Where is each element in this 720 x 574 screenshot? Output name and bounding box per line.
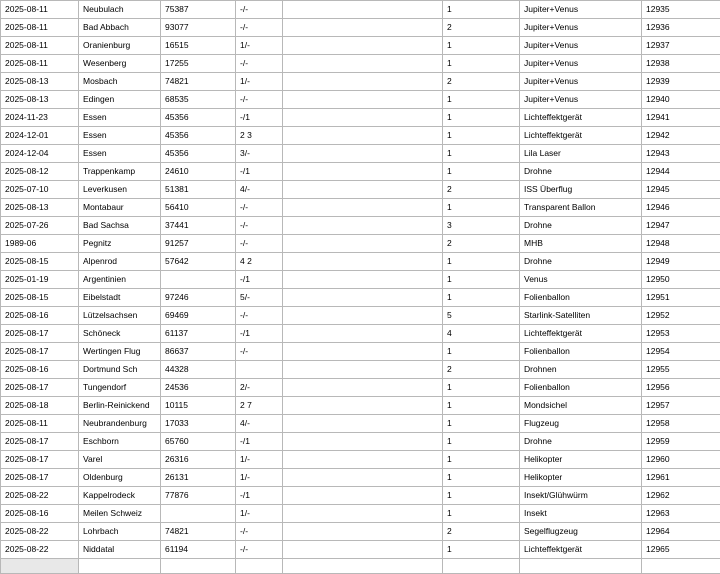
cell-number	[161, 559, 236, 574]
cell-code: 1/-	[236, 451, 283, 469]
cell-place: Lützelsachsen	[79, 307, 161, 325]
cell-object	[520, 559, 642, 574]
table-row[interactable]	[1, 217, 720, 235]
cell-number	[161, 505, 236, 523]
table-body	[1, 1, 720, 574]
cell-place: Wesenberg	[79, 55, 161, 73]
cell-code: 4 2	[236, 253, 283, 271]
cell-place: Meilen Schweiz	[79, 505, 161, 523]
cell-place: Tungendorf	[79, 379, 161, 397]
table-row[interactable]	[1, 307, 720, 325]
cell-date: 2025-08-17	[1, 343, 79, 361]
cell-id: 12941	[642, 109, 720, 127]
cell-id: 12954	[642, 343, 720, 361]
cell-object: Starlink-Satelliten	[520, 307, 642, 325]
cell-code: -/1	[236, 325, 283, 343]
cell-spacer	[283, 109, 443, 127]
cell-object: Jupiter+Venus	[520, 19, 642, 37]
cell-count: 1	[443, 253, 520, 271]
cell-place: Mosbach	[79, 73, 161, 91]
cell-spacer	[283, 541, 443, 559]
cell-spacer	[283, 289, 443, 307]
cell-number: 86637	[161, 343, 236, 361]
cell-date: 2025-08-11	[1, 37, 79, 55]
cell-date: 2025-08-22	[1, 487, 79, 505]
cell-number	[161, 271, 236, 289]
cell-spacer	[283, 505, 443, 523]
cell-place: Niddatal	[79, 541, 161, 559]
table-row[interactable]	[1, 343, 720, 361]
cell-spacer	[283, 181, 443, 199]
cell-object: Jupiter+Venus	[520, 73, 642, 91]
table-row[interactable]	[1, 469, 720, 487]
cell-count: 1	[443, 199, 520, 217]
cell-id: 12951	[642, 289, 720, 307]
cell-place: Lohrbach	[79, 523, 161, 541]
cell-spacer	[283, 343, 443, 361]
cell-spacer	[283, 55, 443, 73]
cell-code: 4/-	[236, 415, 283, 433]
cell-number: 24536	[161, 379, 236, 397]
cell-code: -/-	[236, 307, 283, 325]
cell-count: 1	[443, 1, 520, 19]
cell-count: 5	[443, 307, 520, 325]
cell-spacer	[283, 433, 443, 451]
cell-spacer	[283, 217, 443, 235]
cell-date: 2025-08-18	[1, 397, 79, 415]
cell-number: 45356	[161, 109, 236, 127]
cell-spacer	[283, 379, 443, 397]
cell-id: 12947	[642, 217, 720, 235]
cell-object: Flugzeug	[520, 415, 642, 433]
cell-number: 17033	[161, 415, 236, 433]
cell-date: 2025-08-13	[1, 91, 79, 109]
cell-spacer	[283, 487, 443, 505]
cell-place: Essen	[79, 109, 161, 127]
cell-place: Bad Abbach	[79, 19, 161, 37]
cell-place: Edingen	[79, 91, 161, 109]
cell-code: -/-	[236, 541, 283, 559]
cell-spacer	[283, 469, 443, 487]
cell-place: Argentinien	[79, 271, 161, 289]
cell-spacer	[283, 91, 443, 109]
cell-code: -/1	[236, 271, 283, 289]
cell-place: Neubrandenburg	[79, 415, 161, 433]
cell-code: -/-	[236, 199, 283, 217]
cell-count: 1	[443, 109, 520, 127]
cell-id: 12945	[642, 181, 720, 199]
cell-number: 45356	[161, 145, 236, 163]
table-row[interactable]	[1, 127, 720, 145]
cell-count: 1	[443, 127, 520, 145]
cell-id: 12952	[642, 307, 720, 325]
cell-count: 2	[443, 181, 520, 199]
cell-count: 2	[443, 73, 520, 91]
cell-spacer	[283, 235, 443, 253]
cell-number: 16515	[161, 37, 236, 55]
cell-place: Eibelstadt	[79, 289, 161, 307]
cell-spacer	[283, 307, 443, 325]
cell-code: 1/-	[236, 505, 283, 523]
table-row[interactable]	[1, 55, 720, 73]
cell-place: Montabaur	[79, 199, 161, 217]
cell-id: 12943	[642, 145, 720, 163]
cell-number: 61194	[161, 541, 236, 559]
cell-id: 12944	[642, 163, 720, 181]
table-row[interactable]	[1, 361, 720, 379]
table-row[interactable]	[1, 235, 720, 253]
cell-spacer	[283, 253, 443, 271]
cell-spacer	[283, 73, 443, 91]
cell-count: 1	[443, 271, 520, 289]
cell-date: 2025-08-11	[1, 415, 79, 433]
cell-id: 12942	[642, 127, 720, 145]
cell-id: 12956	[642, 379, 720, 397]
cell-object: Lichteffektgerät	[520, 109, 642, 127]
cell-object: Insekt	[520, 505, 642, 523]
cell-place: Kappelrodeck	[79, 487, 161, 505]
table-row[interactable]	[1, 91, 720, 109]
table-row[interactable]	[1, 73, 720, 91]
cell-object: Insekt/Glühwürm	[520, 487, 642, 505]
cell-date: 2025-08-13	[1, 73, 79, 91]
cell-date: 2025-08-16	[1, 361, 79, 379]
cell-date: 2025-08-16	[1, 307, 79, 325]
cell-object: Folienballon	[520, 289, 642, 307]
cell-count: 1	[443, 343, 520, 361]
cell-count: 2	[443, 523, 520, 541]
cell-number: 68535	[161, 91, 236, 109]
cell-code: -/-	[236, 55, 283, 73]
cell-count: 1	[443, 145, 520, 163]
cell-id: 12958	[642, 415, 720, 433]
cell-code: 1/-	[236, 73, 283, 91]
cell-count: 1	[443, 487, 520, 505]
table-row[interactable]	[1, 109, 720, 127]
cell-id: 12935	[642, 1, 720, 19]
cell-spacer	[283, 199, 443, 217]
cell-count: 1	[443, 37, 520, 55]
cell-id: 12938	[642, 55, 720, 73]
cell-id: 12959	[642, 433, 720, 451]
cell-date: 2025-08-16	[1, 505, 79, 523]
cell-date: 2025-08-17	[1, 433, 79, 451]
cell-code: -/-	[236, 343, 283, 361]
cell-place: Berlin-Reinickend	[79, 397, 161, 415]
cell-id: 12937	[642, 37, 720, 55]
cell-count: 1	[443, 505, 520, 523]
cell-spacer	[283, 163, 443, 181]
cell-place: Eschborn	[79, 433, 161, 451]
cell-id: 12949	[642, 253, 720, 271]
cell-id: 12953	[642, 325, 720, 343]
table-row[interactable]	[1, 271, 720, 289]
table-row[interactable]	[1, 145, 720, 163]
cell-number: 93077	[161, 19, 236, 37]
cell-spacer	[283, 559, 443, 574]
cell-spacer	[283, 1, 443, 19]
cell-place: Alpenrod	[79, 253, 161, 271]
cell-spacer	[283, 361, 443, 379]
cell-place: Varel	[79, 451, 161, 469]
cell-date: 2025-08-15	[1, 253, 79, 271]
cell-date: 2025-08-13	[1, 199, 79, 217]
cell-id: 12946	[642, 199, 720, 217]
cell-count	[443, 559, 520, 574]
cell-object: Segelflugzeug	[520, 523, 642, 541]
cell-number: 57642	[161, 253, 236, 271]
cell-date: 2025-08-15	[1, 289, 79, 307]
table-row[interactable]	[1, 379, 720, 397]
cell-code: 2 7	[236, 397, 283, 415]
cell-place: Essen	[79, 145, 161, 163]
cell-number: 61137	[161, 325, 236, 343]
cell-place	[79, 559, 161, 574]
cell-spacer	[283, 397, 443, 415]
cell-code: -/-	[236, 91, 283, 109]
cell-number: 69469	[161, 307, 236, 325]
cell-number: 51381	[161, 181, 236, 199]
cell-date	[1, 559, 79, 574]
cell-object: MHB	[520, 235, 642, 253]
cell-number: 75387	[161, 1, 236, 19]
cell-number: 65760	[161, 433, 236, 451]
cell-date: 2025-08-17	[1, 325, 79, 343]
cell-count: 2	[443, 19, 520, 37]
table-row[interactable]	[1, 1, 720, 19]
cell-number: 45356	[161, 127, 236, 145]
table-row[interactable]	[1, 199, 720, 217]
table-row[interactable]	[1, 289, 720, 307]
cell-object: Drohnen	[520, 361, 642, 379]
cell-object: Lila Laser	[520, 145, 642, 163]
table-row[interactable]	[1, 523, 720, 541]
cell-code: -/-	[236, 1, 283, 19]
cell-number: 56410	[161, 199, 236, 217]
cell-object: Lichteffektgerät	[520, 127, 642, 145]
cell-date: 2024-12-04	[1, 145, 79, 163]
cell-count: 2	[443, 235, 520, 253]
cell-code: 2 3	[236, 127, 283, 145]
cell-object: Transparent Ballon	[520, 199, 642, 217]
cell-number: 26131	[161, 469, 236, 487]
cell-date: 2025-08-17	[1, 451, 79, 469]
cell-number: 37441	[161, 217, 236, 235]
cell-place: Leverkusen	[79, 181, 161, 199]
cell-place: Dortmund Sch	[79, 361, 161, 379]
cell-code: 5/-	[236, 289, 283, 307]
cell-place: Pegnitz	[79, 235, 161, 253]
cell-code: 2/-	[236, 379, 283, 397]
cell-id: 12957	[642, 397, 720, 415]
cell-date: 2025-08-11	[1, 55, 79, 73]
cell-number: 74821	[161, 523, 236, 541]
cell-place: Neubulach	[79, 1, 161, 19]
cell-place: Schöneck	[79, 325, 161, 343]
cell-place: Trappenkamp	[79, 163, 161, 181]
cell-object: Drohne	[520, 433, 642, 451]
cell-object: Drohne	[520, 253, 642, 271]
cell-object: Jupiter+Venus	[520, 91, 642, 109]
table-row[interactable]	[1, 325, 720, 343]
cell-object: Helikopter	[520, 451, 642, 469]
cell-count: 1	[443, 415, 520, 433]
cell-spacer	[283, 127, 443, 145]
table-row[interactable]	[1, 19, 720, 37]
cell-object: Lichteffektgerät	[520, 325, 642, 343]
cell-object: Folienballon	[520, 379, 642, 397]
cell-spacer	[283, 325, 443, 343]
cell-number: 74821	[161, 73, 236, 91]
table-row[interactable]	[1, 487, 720, 505]
cell-count: 1	[443, 55, 520, 73]
cell-code	[236, 559, 283, 574]
cell-number: 26316	[161, 451, 236, 469]
cell-code: 3/-	[236, 145, 283, 163]
cell-count: 1	[443, 163, 520, 181]
table-row[interactable]	[1, 505, 720, 523]
cell-code: -/1	[236, 433, 283, 451]
cell-id: 12960	[642, 451, 720, 469]
cell-spacer	[283, 271, 443, 289]
cell-code: -/-	[236, 235, 283, 253]
table-row[interactable]	[1, 181, 720, 199]
table-row[interactable]	[1, 433, 720, 451]
cell-object: Venus	[520, 271, 642, 289]
cell-spacer	[283, 19, 443, 37]
cell-number: 10115	[161, 397, 236, 415]
cell-code	[236, 361, 283, 379]
cell-place: Oldenburg	[79, 469, 161, 487]
cell-count: 2	[443, 361, 520, 379]
cell-id: 12955	[642, 361, 720, 379]
cell-date: 2025-07-26	[1, 217, 79, 235]
cell-number: 17255	[161, 55, 236, 73]
cell-code: -/1	[236, 109, 283, 127]
table-row[interactable]	[1, 541, 720, 559]
cell-id: 12961	[642, 469, 720, 487]
cell-id: 12939	[642, 73, 720, 91]
cell-date: 2025-08-11	[1, 1, 79, 19]
cell-count: 4	[443, 325, 520, 343]
cell-code: 4/-	[236, 181, 283, 199]
cell-count: 1	[443, 379, 520, 397]
cell-spacer	[283, 415, 443, 433]
table-row[interactable]	[1, 559, 720, 574]
cell-count: 1	[443, 91, 520, 109]
cell-object: Lichteffektgerät	[520, 541, 642, 559]
cell-id: 12948	[642, 235, 720, 253]
cell-object: ISS Überflug	[520, 181, 642, 199]
cell-object: Drohne	[520, 217, 642, 235]
cell-object: Folienballon	[520, 343, 642, 361]
cell-place: Essen	[79, 127, 161, 145]
cell-code: -/1	[236, 487, 283, 505]
cell-code: -/-	[236, 217, 283, 235]
cell-count: 1	[443, 433, 520, 451]
cell-date: 2025-08-17	[1, 469, 79, 487]
cell-code: -/-	[236, 19, 283, 37]
cell-count: 1	[443, 397, 520, 415]
cell-date: 2025-08-11	[1, 19, 79, 37]
cell-code: -/-	[236, 523, 283, 541]
cell-date: 2025-07-10	[1, 181, 79, 199]
cell-count: 1	[443, 289, 520, 307]
cell-number: 97246	[161, 289, 236, 307]
cell-date: 2024-11-23	[1, 109, 79, 127]
cell-date: 2024-12-01	[1, 127, 79, 145]
cell-id: 12962	[642, 487, 720, 505]
cell-id: 12936	[642, 19, 720, 37]
cell-code: 1/-	[236, 37, 283, 55]
table-row[interactable]	[1, 415, 720, 433]
cell-spacer	[283, 37, 443, 55]
cell-date: 2025-01-19	[1, 271, 79, 289]
cell-object: Mondsichel	[520, 397, 642, 415]
table-row[interactable]	[1, 253, 720, 271]
cell-number: 24610	[161, 163, 236, 181]
cell-number: 44328	[161, 361, 236, 379]
cell-number: 77876	[161, 487, 236, 505]
cell-spacer	[283, 451, 443, 469]
table-row[interactable]	[1, 451, 720, 469]
cell-place: Bad Sachsa	[79, 217, 161, 235]
cell-code: 1/-	[236, 469, 283, 487]
cell-object: Jupiter+Venus	[520, 1, 642, 19]
cell-id: 12950	[642, 271, 720, 289]
cell-object: Helikopter	[520, 469, 642, 487]
cell-number: 91257	[161, 235, 236, 253]
cell-place: Wertingen Flug	[79, 343, 161, 361]
cell-id	[642, 559, 720, 574]
cell-object: Jupiter+Venus	[520, 37, 642, 55]
cell-count: 1	[443, 469, 520, 487]
cell-count: 1	[443, 541, 520, 559]
cell-spacer	[283, 523, 443, 541]
cell-count: 3	[443, 217, 520, 235]
cell-place: Oranienburg	[79, 37, 161, 55]
cell-id: 12940	[642, 91, 720, 109]
cell-object: Jupiter+Venus	[520, 55, 642, 73]
table-row[interactable]	[1, 163, 720, 181]
table-row[interactable]	[1, 397, 720, 415]
cell-date: 2025-08-17	[1, 379, 79, 397]
cell-date: 2025-08-12	[1, 163, 79, 181]
cell-date: 2025-08-22	[1, 541, 79, 559]
table-row[interactable]	[1, 37, 720, 55]
cell-code: -/1	[236, 163, 283, 181]
cell-id: 12963	[642, 505, 720, 523]
cell-count: 1	[443, 451, 520, 469]
cell-object: Drohne	[520, 163, 642, 181]
cell-spacer	[283, 145, 443, 163]
cell-date: 2025-08-22	[1, 523, 79, 541]
cell-date: 1989-06	[1, 235, 79, 253]
cell-id: 12964	[642, 523, 720, 541]
cell-id: 12965	[642, 541, 720, 559]
